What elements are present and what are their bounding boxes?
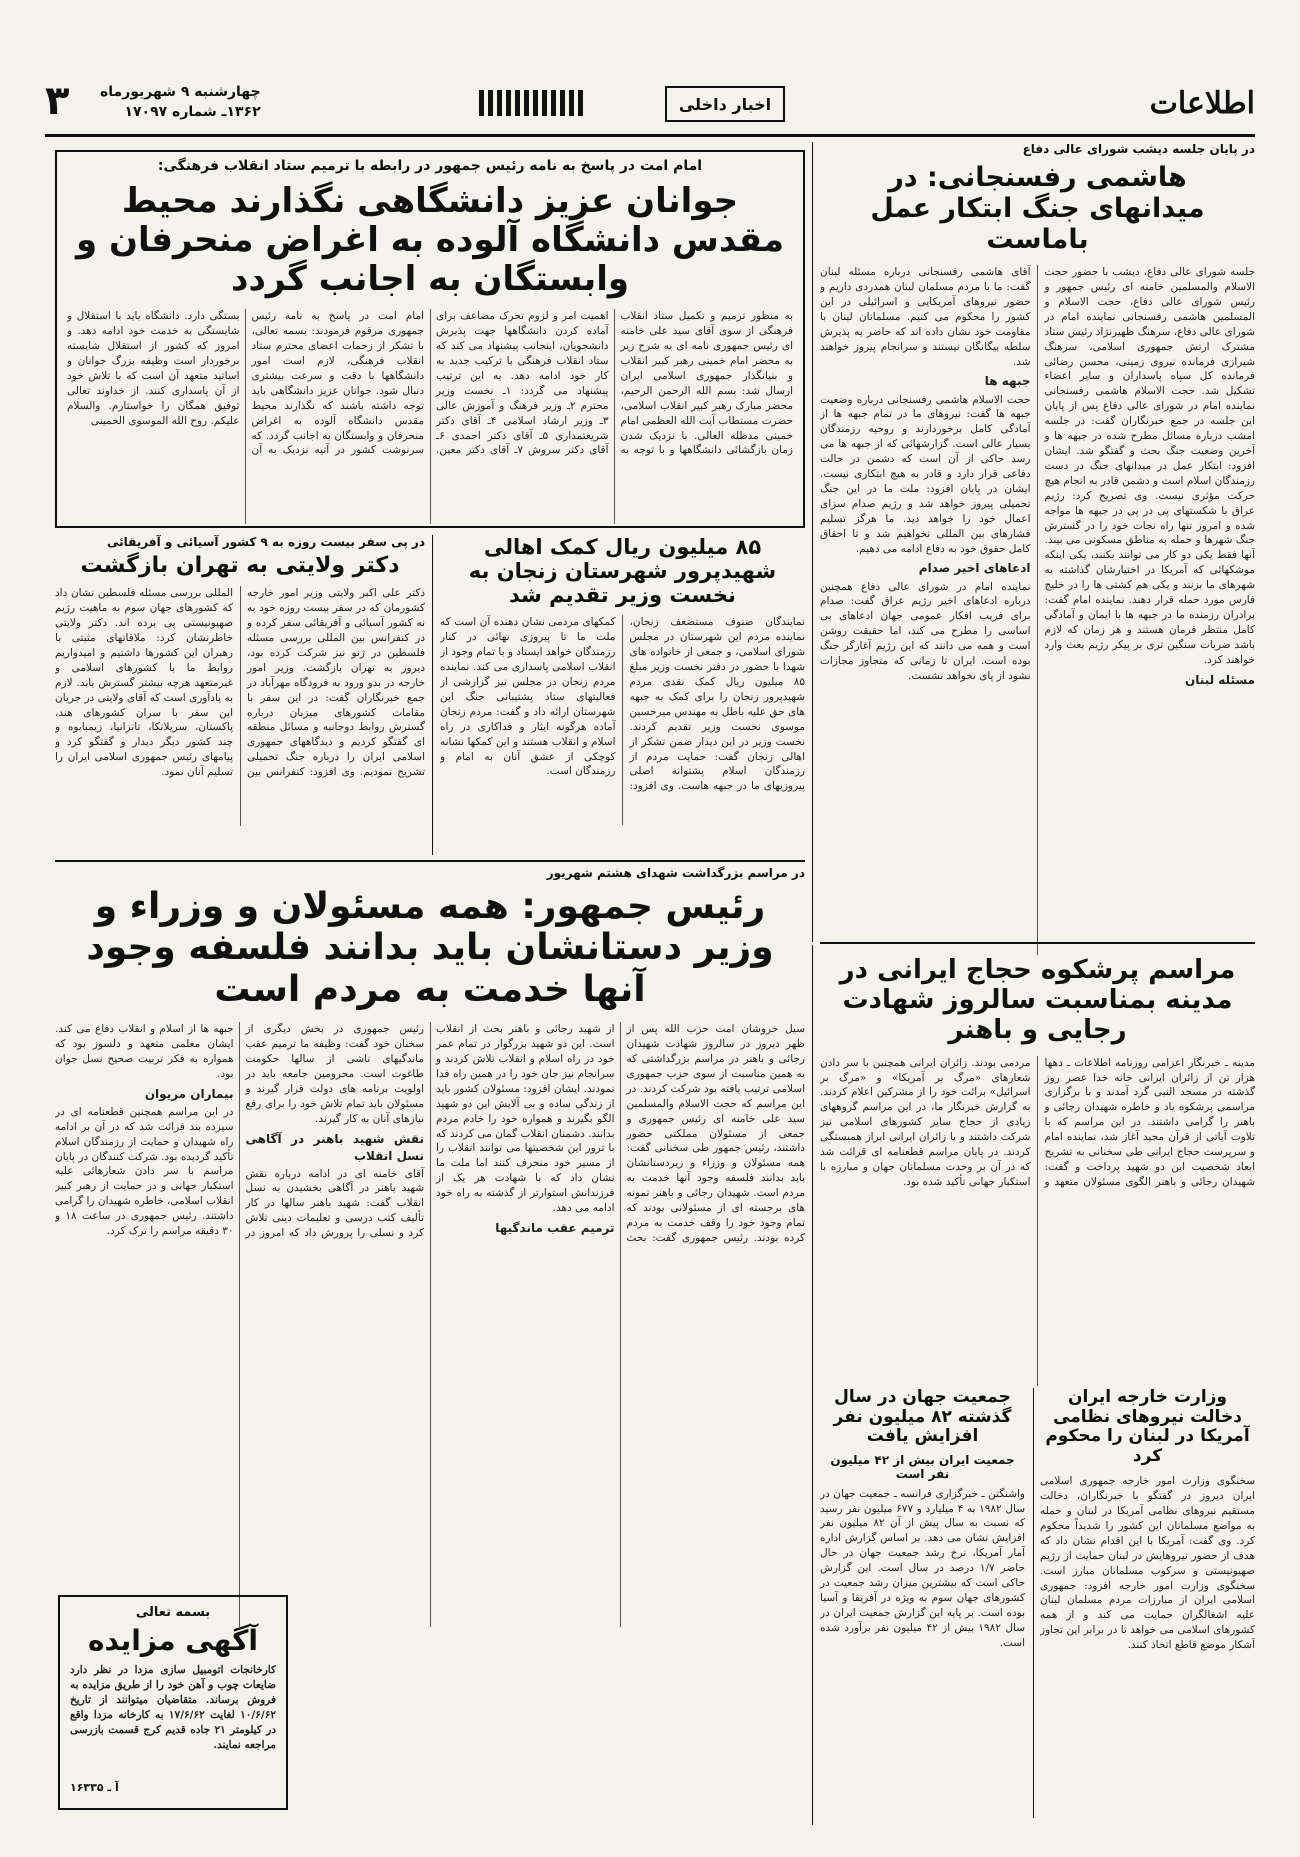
section-rule <box>55 860 805 862</box>
story-velayati <box>55 535 425 855</box>
headline: دکتر ولایتی به تهران بازگشت <box>80 553 400 578</box>
body-p1: جلسه شورای عالی دفاع، دیشب با حضور حجت الاسلام والمسلمین خامنه ای رئیس جمهور و رئیس شورای عالی دفاع، حجت الاسلام و المسلمین هاشمی رفسنجانی نماینده امام در شورای عالی دفاع، سرهنگ ظهیرنژاد رئیس ستاد مشترک ارتش جمهوری اسلامی، سرهنگ شیرازی فرمانده نیروی زمینی، محسن رضائی فرمانده کل سپاه پاسداران و سایر اعضاء تشکیل شد. حجت الاسلام هاشمی رفسنجانی نماینده امام در شورای عالی دفاع پس از پایان این جلسه در جمع خبرنگاران گفت: در جلسه امشب درباره مسائل مطرح شده در جبهه ها و آخرین وضعیت جنگ بحث و گفتگو شد. ایشان افزود: ابتکار عمل در میدانهای جنگ در دست رزمندگان اسلام است و دشمن قادر به انجام هیچ حرکت مؤثری نیست. وی تصریح کرد: رژیم عراق با شکستهای پی در پی در جبهه ها مواجه شده و امروز تنها راه نجات خود را در گسترش جنگ شهرها و حمله به مناطق مسکونی می بیند. آنها فقط یکی دو کار می توانند بکنند، یکی اینکه موشکهائی که آمریکا در اختیارشان گذاشته به شهرهای ما بزنند و یکی هم کشتی ها را در خلیج فارس مورد حمله قرار دهند. نماینده امام گفت: برادران رزمنده ما در جبهه ها با ایمان و آمادگی کامل منتظر فرمان هستند و هر زمان که لازم باشد ضربات سنگین تری بر پیکر رژیم بعث وارد خواهند کرد. <box>1044 266 1255 666</box>
kicker: امام امت در پاسخ به نامه رئیس جمهور در رابطه با ترمیم ستاد انقلاب فرهنگی: <box>157 158 703 174</box>
story-fund <box>440 535 805 855</box>
body-p1: سیل خروشان امت حزب الله پس از ظهر دیروز در سالروز شهادت شهیدان رجائی و باهنر در مراسم بزرگداشتی که به همین مناسبت از سوی حزب جمهوری اسلامی ترتیب یافته بود شرکت کردند. در این مراسم که حجت الاسلام والمسلمین سید علی خامنه ای رئیس جمهوری و جمعی از مسئولان مملکتی حضور داشتند، رئیس جمهور طی سخنانی گفت: همه مسئولان و وزراء و زیردستانشان باید بدانند فلسفه وجود آنها خدمت به مردم است. شهیدان رجائی و باهنر نمونه های برجسته ای از مسئولانی بودند که تمام وجود خود را وقف خدمت به مردم کرده بودند. رئیس جمهوری گفت: بحث از شهید رجائی و باهنر بحث از انقلاب است. این دو شهید بزرگوار در تمام عمر خود در راه اسلام و انقلاب تلاش کردند و سرانجام نیز جان خود را در همین راه فدا نمودند. ایشان افزود: مسئولان کشور باید از زندگی ساده و بی آلایش این دو شهید الگو بگیرند و همواره خود را خادم مردم بدانند. دشمنان انقلاب گمان می کردند که با ترور این شخصیتها می توانند انقلاب را از مسیر خود منحرف کنند اما ملت ما نشان داد که با شهادت هر یک از فرزندانش استوارتر از گذشته به راه خود ادامه می دهد. <box>436 1023 805 1244</box>
body <box>820 265 1255 955</box>
headline: وزارت خارجه ایران دخالت نیروهای نظامی آمریکا در لبنان را محکوم کرد <box>1045 1387 1250 1466</box>
column-rule-right <box>812 142 813 942</box>
body-p2: رئیس جمهوری در بخش دیگری از سخنان خود گفت: وظیفه ما ترمیم عقب ماندگیهای ناشی از سالها حکومت طاغوت است. محرومین جامعه باید در اولویت برنامه های دولت قرار گیرند و مسئولان باید تمام تلاش خود را برای رفع نیازهای آنان به کار گیرند. <box>245 1023 424 1125</box>
body <box>55 1022 805 1627</box>
body-p3: آقای خامنه ای در ادامه درباره نقش شهید باهنر در آگاهی بخشیدن به نسل انقلاب گفت: شهید باهنر سالها در کار تألیف کتب درسی و تعلیمات دینی تلاش کرد و نسلی را پرورش داد که امروز در جبهه ها از اسلام و انقلاب دفاع می کند. ایشان معلمی متعهد و دلسوز بود که همواره به فکر تربیت صحیح نسل جوان بود. <box>55 1023 424 1240</box>
ad-ref: آ ـ ۱۶۳۳۵ <box>70 1781 119 1794</box>
kicker: در مراسم بزرگداشت شهدای هشتم شهریور <box>546 866 805 880</box>
story-population <box>820 1388 1025 1818</box>
subhead-2: جبهه ها <box>984 374 1031 389</box>
hajj-top-rule <box>820 942 1255 944</box>
paper-name: اطلاعات <box>1149 86 1255 121</box>
body-p4: در این مراسم همچنین قطعنامه ای در سیزده بند قرائت شد که در آن بر ادامه راه شهیدان و حمایت از رزمندگان اسلام تأکید گردیده بود. شرکت کنندگان در پایان مراسم با سر دادن شعارهائی علیه استکبار جهانی و در حمایت از رهبر کبیر انقلاب اسلامی، خاطره شهیدان را گرامی داشتند. رئیس جمهوری در ساعت ۱۸ و ۳۰ دقیقه مراسم را ترک کرد. <box>55 1105 234 1238</box>
story-hashemi <box>820 142 1255 937</box>
ad-box <box>58 1595 288 1810</box>
headline: جوانان عزیز دانشگاهی نگذارند محیط مقدس دانشگاه آلوده به اغراض منحرفان و وابستگان به اجانب گردد <box>75 181 784 300</box>
story-lebanon <box>1040 1388 1255 1818</box>
subheadline: جمعیت ایران بیش از ۴۲ میلیون نفر است <box>830 1452 1015 1481</box>
body: به منظور ترمیم و تکمیل ستاد انقلاب فرهنگی از سوی آقای سید علی خامنه ای رئیس جمهوری نامه ای به شرح زیر به محضر امام خمینی رهبر کبیر انقلاب و بنیانگذار جمهوری اسلامی ایران ارسال شد: بسم الله الرحمن الرحیم، محضر مبارک رهبر کبیر انقلاب اسلامی، حضرت مستطاب آیت الله العظمی امام خمینی مدظله العالی. با نزدیک شدن زمان بازگشائی دانشگاهها و با توجه به اهمیت امر و لزوم تحرک مضاعف برای آماده کردن دانشگاهها جهت پذیرش دانشجویان، اینجانب پیشنهاد می کند که ستاد انقلاب فرهنگی با ترکیب جدید به کار خود ادامه دهد. به این ترتیب پیشنهاد می گردد: ۱ـ نخست وزیر محترم ۲ـ وزیر فرهنگ و آموزش عالی ۳ـ وزیر ارشاد اسلامی ۴ـ آقای دکتر شریعتمداری ۵ـ آقای دکتر احمدی ۶ـ آقای دکتر سروش ۷ـ آقای دکتر معین. امام امت در پاسخ به نامه رئیس جمهوری مرقوم فرمودند: بسمه تعالی، با تشکر از زحمات اعضای محترم ستاد انقلاب فرهنگی، لازم است امور دانشگاهها با دقت و سرعت بیشتری دنبال شود. جوانان عزیز دانشگاهی باید توجه داشته باشند که نگذارند محیط مقدس دانشگاه آلوده به اغراض منحرفان و وابستگان به اجانب گردد. که سرنوشت کشور در آتیه نزدیک به آن بستگی دارد. دانشگاه باید با استقلال و شایستگی به خدمت خود ادامه دهد. و امروز که کشور از استقلال شایسته برخوردار است وظیفه بزرگ جوانان و اساتید متعهد آن است که با تلاش خود از آن پاسداری کنند. از خداوند تعالی توفیق همگان را خواستارم. والسلام علیکم. روح الله الموسوی الخمینی <box>67 310 793 457</box>
body: مدینه ـ خبرنگار اعزامی روزنامه اطلاعات ـ دهها هزار تن از زائران ایرانی خانه خدا عصر روز گذشته در مسجد النبی گرد آمدند و با برگزاری مراسمی پرشکوه یاد و خاطره شهیدان رجائی و باهنر را گرامی داشتند. در این مراسم که با تلاوت آیاتی از قرآن مجید آغاز شد، نماینده امام و سرپرست حجاج ایرانی طی سخنانی به تشریح ابعاد شخصیت این دو شهید پرداخت و گفت: شهیدان رجائی و باهنر الگوی مسئولان متعهد و مردمی بودند. زائران ایرانی همچنین با سر دادن شعارهای «مرگ بر آمریکا» و «مرگ بر اسرائیل» برائت خود را از مشرکین اعلام کردند. به گزارش خبرنگار ما، در این مراسم گروههای زیادی از حجاج سایر کشورهای اسلامی نیز شرکت داشتند و با زائران ایرانی ابراز همبستگی کردند. در پایان مراسم قطعنامه ای قرائت شد که در آن بر وحدت مسلمانان جهان و مبارزه با استکبار جهانی تأکید شده بود. <box>820 1056 1255 1188</box>
page-number: ۳ <box>45 78 70 124</box>
kicker: در پایان جلسه دیشب شورای عالی دفاع <box>1022 142 1255 156</box>
ad-headline: آگهی مزایده <box>87 1624 258 1657</box>
body: دکتر علی اکبر ولایتی وزیر امور خارجه کشورمان که در سفر بیست روزه خود به نه کشور آسیائی و آفریقائی سفر کرده و در کنفرانس بین المللی بررسی مسئله فلسطین در ژنو نیز شرکت کرده بود، دیروز به تهران بازگشت. وزیر امور خارجه در بدو ورود به فرودگاه مهرآباد در جمع خبرنگاران گفت: در این سفر با مقامات کشورهای میزبان درباره گسترش روابط دوجانبه و مسائل منطقه ای گفتگو کردیم و دیدگاههای جمهوری اسلامی ایران را درباره جنگ تحمیلی تشریح نمودیم. وی افزود: کنفرانس بین المللی بررسی مسئله فلسطین نشان داد که کشورهای جهان سوم به ماهیت رژیم صهیونیستی پی برده اند. دکتر ولایتی خاطرنشان کرد: ملاقاتهای مثبتی با رهبران این کشورها داشتیم و امیدواریم روابط ما با کشورهای اسلامی و غیرمتعهد هرچه بیشتر گسترش یابد. لازم به یادآوری است که آقای ولایتی در جریان این سفر با سران کشورهای هند، پاکستان، سریلانکا، تانزانیا، زیمبابوه و چند کشور دیگر دیدار و گفتگو کرد و پیامهای رئیس جمهوری اسلامی ایران را تسلیم آنان نمود. <box>55 587 425 779</box>
subhead-1: مسئله لبنان <box>1185 672 1255 687</box>
body: نمایندگان صنوف مستضعف زنجان، نماینده مردم این شهرستان در مجلس شورای اسلامی، و جمعی از خانواده های شهدا با حضور در دفتر نخست وزیر مبلغ ۸۵ میلیون ریال کمک نقدی مردم شهیدپرور زنجان را برای کمک به جبهه های حق علیه باطل به مهندس میرحسین موسوی نخست وزیر تقدیم کردند. نخست وزیر در این دیدار ضمن تشکر از اهالی زنجان گفت: حمایت مردم از رزمندگان اسلام پشتوانه اصلی پیروزیهای ما در جبهه هاست. وی افزود: کمکهای مردمی نشان دهنده آن است که ملت ما تا پیروزی نهائی در کنار رزمندگان خواهد ایستاد و با تمام وجود از انقلاب اسلامی پاسداری می کند. نماینده مردم زنجان در مجلس نیز گزارشی از فعالیتهای ستاد پشتیبانی جنگ این شهرستان ارائه داد و گفت: مردم زنجان آماده هرگونه ایثار و فداکاری در راه اسلام و انقلاب هستند و این کمکها نشانه کوچکی از عشق آنان به امام و رزمندگان است. <box>440 616 805 793</box>
headline: رئیس جمهور: همه مسئولان و وزراء و وزیر دستانشان باید بدانند فلسفه وجود آنها خدمت به مردم است <box>86 886 774 1010</box>
subhead-3: بیماران مریوان <box>144 1086 234 1101</box>
issue-line: ۱۳۶۲ـ شماره ۱۷۰۹۷ <box>124 104 261 120</box>
headline: جمعیت جهان در سال گذشته ۸۲ میلیون نفر افزایش یافت <box>833 1387 1012 1447</box>
column-rule-mid <box>432 535 433 855</box>
subhead-2: نقش شهید باهنر در آگاهی نسل انقلاب <box>245 1131 424 1163</box>
section-label: اخبار داخلی <box>665 86 785 122</box>
date-block <box>100 82 261 122</box>
column-rule-right-lower <box>812 945 813 1825</box>
story-hajj <box>820 942 1255 1382</box>
ad-title: بسمه تعالی <box>135 1605 211 1620</box>
masthead <box>45 80 1255 132</box>
masthead-rule <box>45 134 1255 137</box>
body: سخنگوی وزارت امور خارجه جمهوری اسلامی ایران دیروز در گفتگو با خبرنگاران، دخالت مستقیم نیروهای نظامی آمریکا در لبنان و حمله به مواضع مسلمانان این کشور را شدیداً محکوم کرد. وی گفت: آمریکا با این اقدام نشان داد که هدف از حضور نیروهایش در لبنان حمایت از رژیم صهیونیستی و سرکوب مسلمانان مبارز است. سخنگوی وزارت امور خارجه افزود: جمهوری اسلامی ایران از مبارزات مردم مسلمان لبنان علیه اشغالگران حمایت می کند و از همه کشورهای اسلامی می خواهد تا در برابر این تجاوز آشکار موضع قاطع اتخاذ کنند. <box>1040 1475 1255 1652</box>
body-p3: حجت الاسلام هاشمی رفسنجانی درباره وضعیت جبهه ها گفت: نیروهای ما در تمام جبهه ها از آمادگی کامل برخوردارند و روحیه رزمندگان بسیار عالی است. گزارشهائی که از جبهه ها می رسد حاکی از آن است که دشمن در حالت دفاعی قرار دارد و قادر به هیچ ابتکاری نیست. ایشان در پایان افزود: ملت ما در این جنگ تحمیلی پیروز خواهد شد و رژیم صدام سزای اعمال خود را خواهد دید. ما هرگز تسلیم فشارهای بین المللی نخواهیم شد و تا احقاق کامل حقوق خود به دفاع ادامه می دهیم. <box>820 393 1031 555</box>
section-bars <box>475 90 583 116</box>
headline: مراسم پرشکوه حجاج ایرانی در مدینه بمناسبت سالروز شهادت رجایی و باهنر <box>839 955 1236 1045</box>
ad-body: کارخانجات اتومبیل سازی مزدا در نظر دارد ضایعات چوب و آهن خود را از طریق مزایده به فروش برساند. متقاضیان میتوانند از تاریخ ۱۰/۶/۶۲ لغایت ۱۷/۶/۶۲ به کارخانه مزدا واقع در کیلومتر ۲۱ جاده قدیم کرج قسمت بازرسی مراجعه نمایند. <box>70 1664 276 1751</box>
column-rule-lower <box>1033 1388 1034 1818</box>
body-p2: آقای هاشمی رفسنجانی درباره مسئله لبنان گفت: ما با مردم مسلمان لبنان همدردی داریم و حضور نیروهای آمریکایی و اسرائیلی در این کشور را محکوم می کنیم. مسلمانان لبنان با مقاومت خود نشان داده اند که حاضر به پذیرش سلطه بیگانگان نیستند و سرانجام پیروز خواهند شد. <box>820 266 1031 368</box>
kicker: در پی سفر بیست روزه به ۹ کشور آسیائی و آفریقائی <box>107 535 425 549</box>
story-imam <box>55 150 805 528</box>
body-p4: نماینده امام در شورای عالی دفاع همچنین درباره ادعاهای اخیر رژیم عراق گفت: صدام برای فریب افکار عمومی جهان ادعاهای بی اساسی را مطرح می کند، اما حقیقت روشن است و همه می دانند که این رژیم آغازگر جنگ بوده است. ایران تا زمانی که متجاوز مجازات نشود از پای نخواهد نشست. <box>820 580 1031 682</box>
headline: ۸۵ میلیون ریال کمک اهالی شهیدپرور شهرستان زنجان به نخست وزیر تقدیم شد <box>468 535 777 608</box>
date-line: چهارشنبه ۹ شهریورماه <box>100 84 261 100</box>
subhead-3: ادعاهای اخیر صدام <box>918 561 1031 576</box>
headline: هاشمی رفسنجانی: در میدانهای جنگ ابتکار عمل باماست <box>870 162 1205 256</box>
subhead-1: ترمیم عقب ماندگیها <box>495 1220 615 1235</box>
body: واشنگتن ـ خبرگزاری فرانسه ـ جمعیت جهان در سال ۱۹۸۲ به ۴ میلیارد و ۶۷۷ میلیون نفر رسید که نسبت به سال پیش از آن ۸۲ میلیون نفر افزایش نشان می دهد. بر اساس گزارش اداره آمار آمریکا، نرخ رشد جمعیت جهان در حال حاضر ۱/۷ درصد در سال است. این گزارش حاکی است که بیشترین میزان رشد جمعیت در کشورهای جهان سوم به ویژه در آفریقا و آسیا بوده است. بر پایه این گزارش جمعیت ایران در سال ۱۹۸۲ بیش از ۴۲ میلیون نفر برآورد شده است. <box>820 1487 1025 1649</box>
